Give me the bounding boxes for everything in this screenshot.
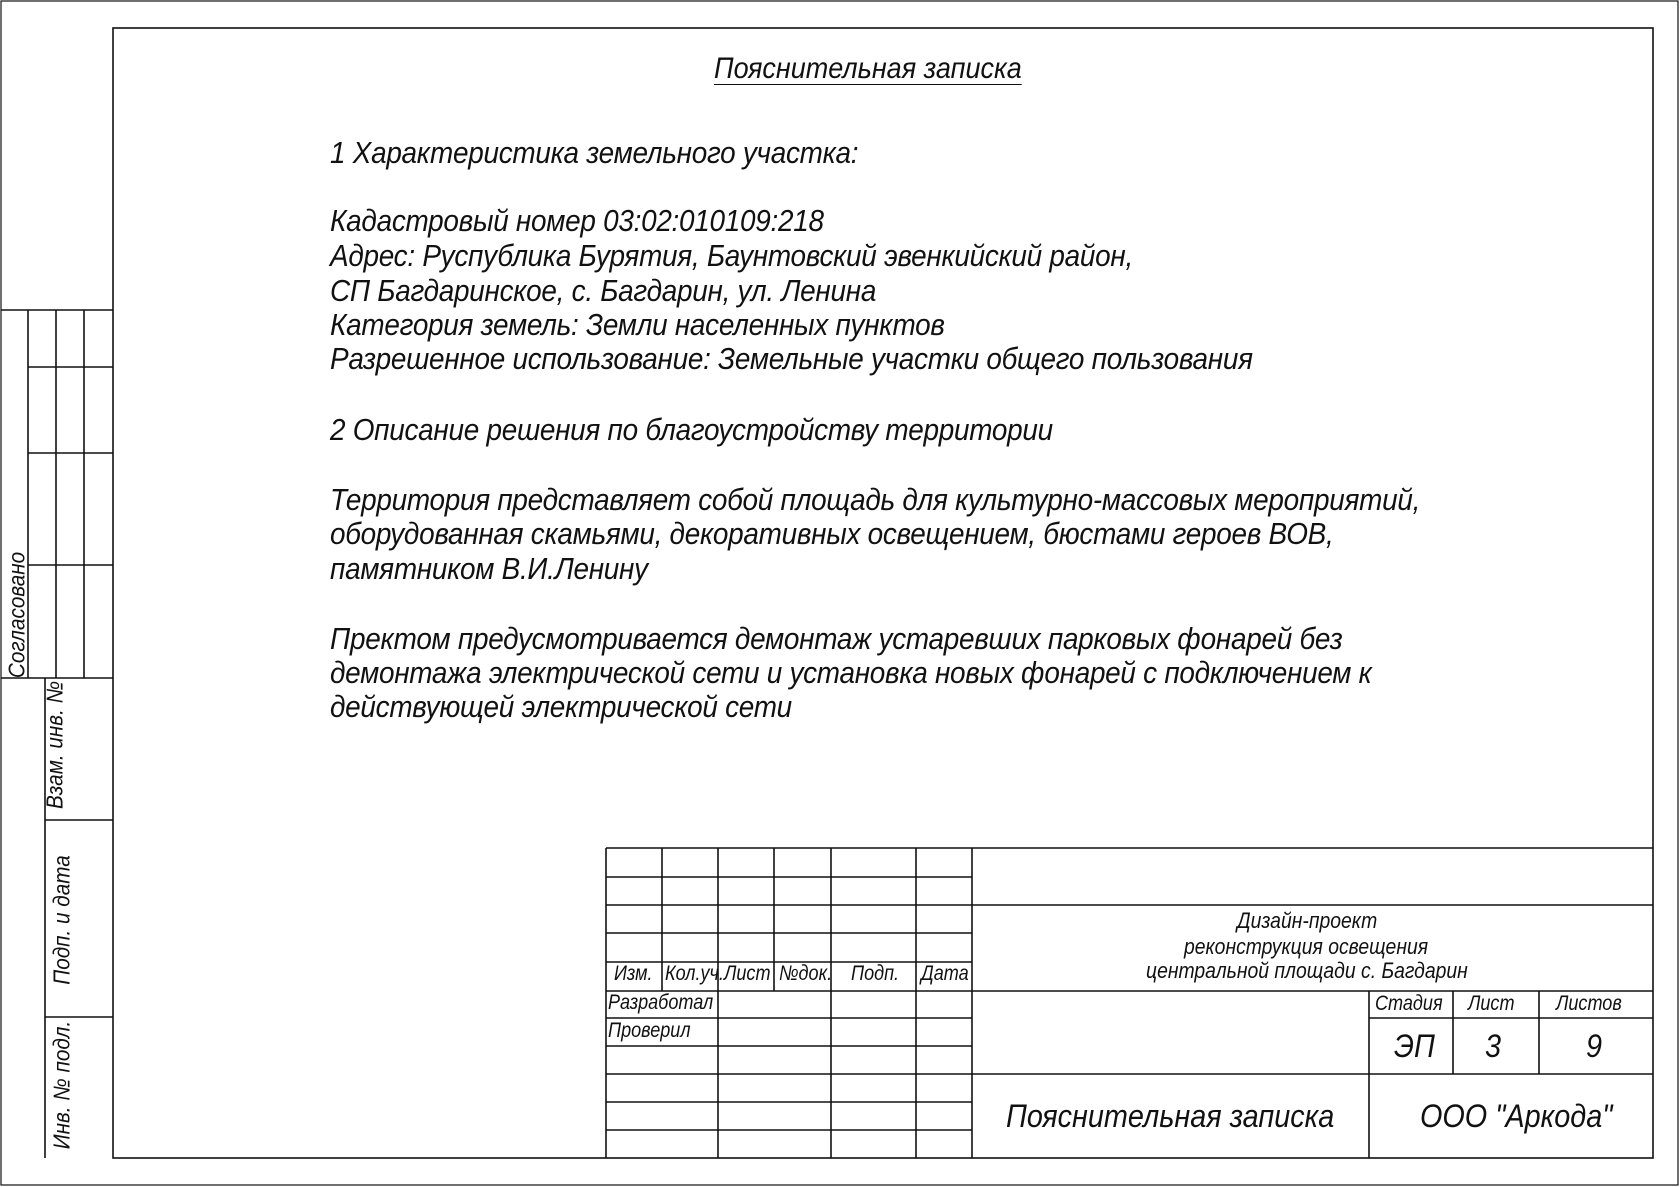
- project-line-2: реконструкция освещения: [1184, 934, 1429, 959]
- checked-label: Проверил: [608, 1019, 691, 1042]
- header-izm: Изм.: [614, 962, 653, 985]
- sheet-label: Лист: [1468, 992, 1515, 1015]
- developed-label: Разработал: [608, 991, 714, 1014]
- section1-heading: 1 Характеристика земельного участка:: [330, 135, 859, 170]
- agreed-label: Согласовано: [3, 551, 30, 679]
- permitted-use: Разрешенное использование: Земельные участки общего пользования: [330, 341, 1253, 376]
- header-data: Дата: [921, 962, 969, 985]
- stage-label: Стадия: [1375, 992, 1443, 1015]
- header-ndok: №док.: [779, 962, 833, 985]
- project-line-1: Дизайн-проект: [1237, 908, 1378, 933]
- page-title: Пояснительная записка: [714, 52, 1022, 85]
- header-podp: Подп.: [851, 962, 900, 985]
- header-kol-uch: Кол.уч.: [665, 962, 724, 985]
- paragraph2-line-3: действующей электрической сети: [330, 689, 792, 724]
- sheets-value: 9: [1586, 1028, 1603, 1064]
- sheet-value: 3: [1485, 1028, 1502, 1064]
- paragraph2-line-1: Пректом предусмотривается демонтаж устаревших парковых фонарей без: [330, 621, 1343, 656]
- sign-date-label: Подп. и дата: [48, 855, 75, 985]
- document-name: Пояснительная записка: [1006, 1098, 1335, 1134]
- paragraph2-line-2: демонтажа электрической сети и установка новых фонарей с подключением к: [330, 655, 1372, 690]
- header-list: Лист: [724, 962, 771, 985]
- project-line-3: центральной площади с. Багдарин: [1146, 958, 1468, 983]
- stage-value: ЭП: [1394, 1028, 1435, 1064]
- paragraph1-line-3: памятником В.И.Ленину: [330, 551, 648, 586]
- replace-inv-label: Взам. инв. №: [41, 680, 68, 810]
- section2-heading: 2 Описание решения по благоустройству территории: [330, 412, 1053, 447]
- paragraph1-line-2: оборудованная скамьями, декоративных освещением, бюстами героев ВОВ,: [330, 516, 1334, 551]
- company-name: ООО "Аркода": [1420, 1098, 1613, 1134]
- paragraph1-line-1: Территория представляет собой площадь для культурно-массовых мероприятий,: [330, 482, 1421, 517]
- land-category: Категория земель: Земли населенных пунктов: [330, 307, 945, 342]
- cadastral-number: Кадастровый номер 03:02:010109:218: [330, 203, 824, 238]
- address-line-2: СП Багдаринское, с. Багдарин, ул. Ленина: [330, 273, 877, 308]
- inv-orig-label: Инв. № подл.: [48, 1020, 75, 1150]
- address-line-1: Адрес: Руспублика Бурятия, Баунтовский эвенкийский район,: [330, 238, 1133, 273]
- sheets-label: Листов: [1556, 992, 1622, 1015]
